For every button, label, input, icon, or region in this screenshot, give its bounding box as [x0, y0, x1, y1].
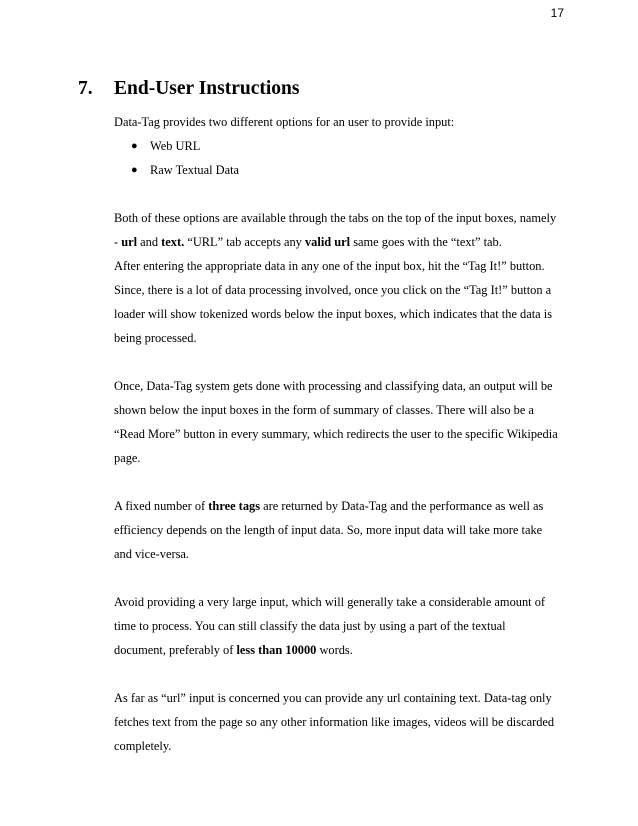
- document-body: [114, 110, 574, 758]
- paragraph-output: Once, Data-Tag system gets done with processing and classifying data, an output will be shown below the input boxes in the form of summary of classes. There will also be a “Read More” button in every summary, which redirects the user to the specific Wikipedia page.: [114, 379, 558, 465]
- list-item: ● Web URL: [131, 134, 574, 158]
- input-options-list: [114, 134, 574, 182]
- list-item: ● Raw Textual Data: [131, 158, 574, 182]
- paragraph-tabs: Both of these options are available through the tabs on the top of the input boxes, namely - url and text. “URL” tab accepts any valid url same goes with the “text” tab. After entering the appropriate data in any one of the input box, hit the “Tag It!” button. Since, there is a lot of data processing involved, once you click on the “Tag It!” button a loader will show tokenized words below the input boxes, which indicates that the data is being processed.: [114, 211, 557, 345]
- bullet-icon: ●: [131, 164, 138, 176]
- intro-text: Data-Tag provides two different options for an user to provide input:: [114, 115, 455, 129]
- section-heading: [78, 78, 299, 100]
- bullet-icon: ●: [131, 140, 138, 152]
- section-title: End-User Instructions: [114, 78, 300, 99]
- paragraph-tags: A fixed number of three tags are returned by Data-Tag and the performance as well as efficiency depends on the length of input data. So, more input data will take more take and vice-versa.: [114, 499, 544, 561]
- paragraph-large-input: Avoid providing a very large input, which will generally take a considerable amount of time to process. You can still classify the data just by using a part of the textual document, preferably of less than 10000 words.: [114, 595, 546, 657]
- section-number: 7.: [78, 78, 93, 99]
- paragraph-url-input: As far as “url” input is concerned you can provide any url containing text. Data-tag only fetches text from the page so any other information like images, videos will be discarded completely.: [114, 691, 555, 753]
- page-number: 17: [550, 6, 564, 20]
